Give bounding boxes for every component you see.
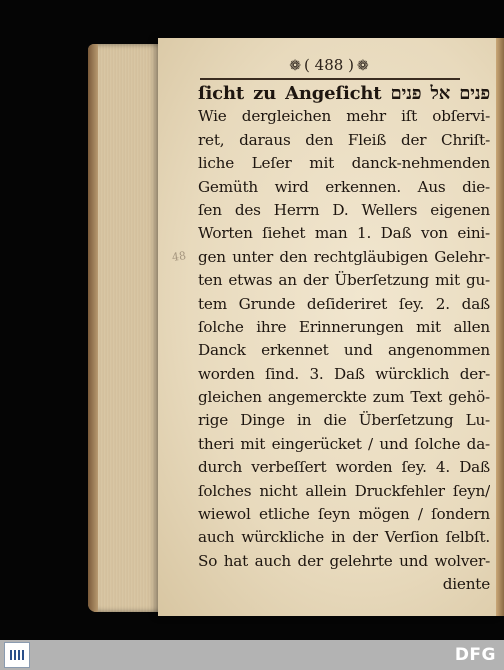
text-line: ſolches nicht allein Druckfehler ſeyn/: [198, 481, 490, 500]
text-line: theri mit eingerücket / und ſolche da-: [198, 434, 490, 453]
flourish-right-icon: ❁: [356, 58, 369, 74]
text-line: So hat auch der gelehrte und wolver-: [198, 551, 490, 570]
text-line: ſen des Herrn D. Wellers eigenen: [198, 200, 490, 219]
page-number: 488: [314, 56, 344, 74]
text-line: worden ſind. 3. Daß würcklich der-: [198, 364, 490, 383]
text-line: ſolche ihre Erinnerungen mit allen: [198, 317, 490, 336]
book-page-edges: [88, 44, 168, 612]
text-line: ten etwas an der Überſetzung mit gu-: [198, 271, 490, 290]
text-line: ſicht zu Angeſicht פנים אל פנים: [198, 83, 490, 104]
text-line: Danck erkennet und angenommen: [198, 341, 490, 360]
logo-mark-icon: [10, 650, 24, 660]
viewer-footer: [0, 640, 504, 670]
header-rule: [200, 78, 460, 80]
margin-note: 48: [171, 249, 187, 264]
text-line: tem Grunde deſideriret ſey. 2. daß: [198, 294, 490, 313]
institution-logo[interactable]: [4, 642, 30, 668]
text-line: Gemüth wird erkennen. Aus die-: [198, 177, 490, 196]
page-number-open: (: [304, 56, 310, 74]
page-text: [198, 82, 490, 597]
text-line: auch würckliche in der Verſion ſelbſt.: [198, 528, 490, 547]
text-line: diente: [442, 575, 490, 594]
text-line: gen unter den rechtgläubigen Gelehr-: [198, 247, 490, 266]
text-line: Worten ſiehet man 1. Daß von eini-: [198, 224, 490, 243]
flourish-left-icon: ❁: [289, 58, 302, 74]
text-line: durch verbeſſert worden ſey. 4. Daß: [198, 458, 490, 477]
page-header: [158, 56, 500, 74]
text-line: wiewol etliche ſeyn mögen / ſondern: [198, 505, 490, 524]
text-line: gleichen angemerckte zum Text gehö-: [198, 388, 490, 407]
book-cover-edge: [496, 38, 504, 616]
text-line: liche Leſer mit danck-nehmenden: [198, 154, 490, 173]
text-line: rige Dinge in die Überſetzung Lu-: [198, 411, 490, 430]
book-page: [158, 38, 500, 616]
funder-logo[interactable]: DFG: [454, 645, 496, 665]
text-line: ret, daraus den Fleiß der Chriſt-: [198, 130, 490, 149]
text-line: Wie dergleichen mehr iſt obſervi-: [198, 107, 490, 126]
page-number-close: ): [348, 56, 354, 74]
